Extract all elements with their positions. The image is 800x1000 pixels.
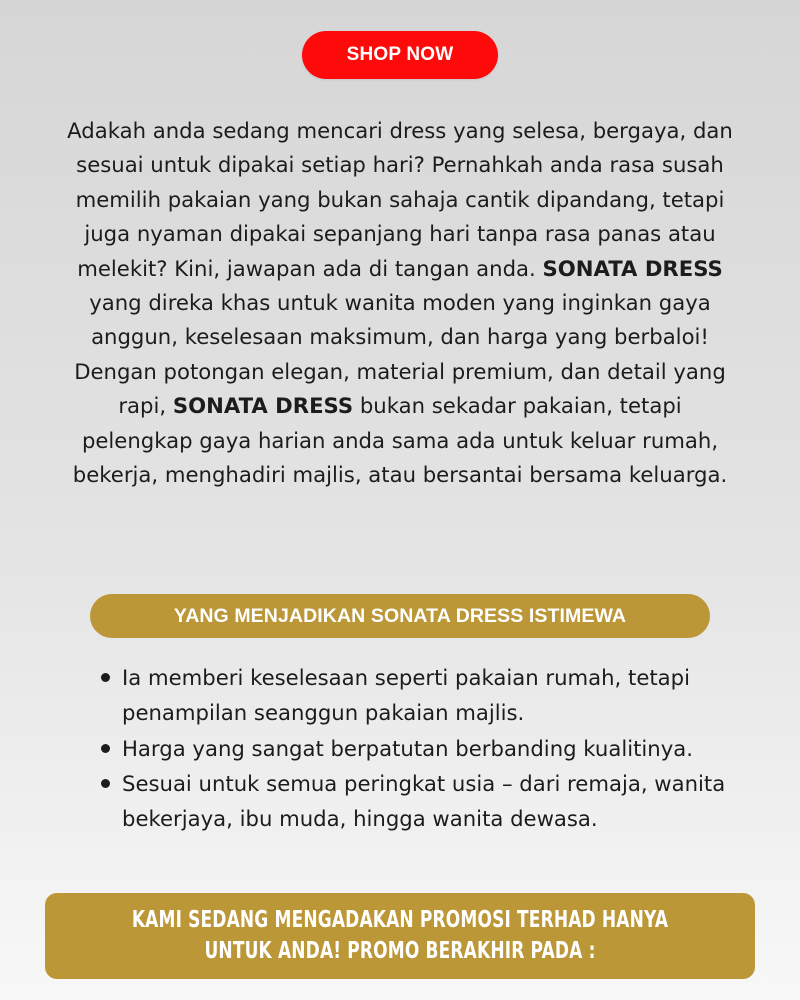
features-heading: YANG MENJADIKAN SONATA DRESS ISTIMEWA bbox=[90, 594, 710, 638]
shop-now-button[interactable]: SHOP NOW bbox=[302, 31, 498, 79]
promo-line-2: UNTUK ANDA! PROMO BERAKHIR PADA : bbox=[204, 938, 596, 964]
feature-text: Harga yang sangat berpatutan berbanding kualitinya. bbox=[122, 735, 693, 761]
bullet-icon bbox=[101, 779, 110, 788]
feature-text: Sesuai untuk semua peringkat usia – dari remaja, wanita bekerjaya, ibu muda, hingga wanita dewasa. bbox=[122, 770, 726, 832]
features-list bbox=[100, 660, 762, 836]
intro-paragraph bbox=[60, 114, 740, 492]
promo-line-1: KAMI SEDANG MENGADAKAN PROMOSI TERHAD HANYA bbox=[131, 907, 669, 933]
feature-text: Ia memberi keselesaan seperti pakaian rumah, tetapi penampilan seanggun pakaian majlis. bbox=[122, 665, 690, 726]
intro-text-3: bukan sekadar pakaian, tetapi pelengkap gaya harian anda sama ada untuk keluar rumah, bekerja, menghadiri majlis, atau bersantai bersama keluarga. bbox=[72, 393, 728, 488]
list-item bbox=[122, 660, 762, 731]
list-item bbox=[122, 731, 762, 766]
bullet-icon bbox=[101, 673, 110, 682]
list-item bbox=[122, 766, 762, 837]
brand-name: SONATA DRESS bbox=[542, 255, 723, 281]
intro-text-1: Adakah anda sedang mencari dress yang selesa, bergaya, dan sesuai untuk dipakai setiap hari? Pernahkah anda rasa susah memilih pakaian yang bukan sahaja cantik dipandang, tetapi juga nyaman dipakai sepanjang hari tanpa rasa panas atau melekit? Kini, jawapan ada di tangan anda. bbox=[67, 118, 733, 281]
promo-text bbox=[67, 905, 733, 967]
promo-banner bbox=[45, 893, 755, 979]
brand-name: SONATA DRESS bbox=[172, 393, 354, 419]
intro-text-2: yang direka khas untuk wanita moden yang inginkan gaya anggun, keselesaan maksimum, dan harga yang berbaloi! Dengan potongan elegan, material premium, dan detail yang rapi, bbox=[74, 290, 726, 419]
cta-row bbox=[0, 31, 800, 79]
bullet-icon bbox=[101, 744, 110, 753]
